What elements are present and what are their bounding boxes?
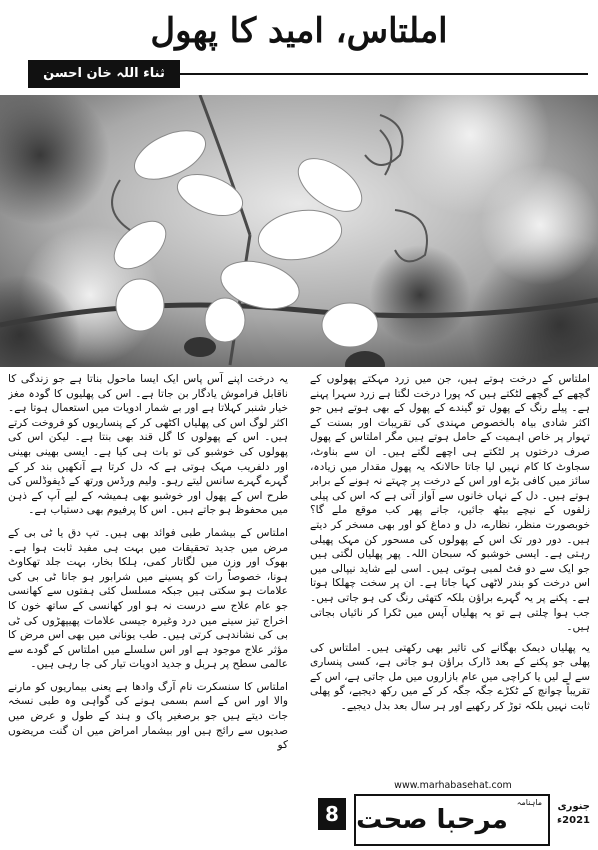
column-right: [310, 372, 590, 772]
paragraph: یہ درخت اپنے آس پاس ایک ایسا ماحول بناتا ہے جو زندگی کا ناقابل فراموش یادگار بن جاتا ہے۔ اس کی پھلیوں کا گودہ مغز خیار شنبر کہلاتا ہے اور بے شمار ادویات میں استعمال ہوتا ہے۔ اکثر لوگ اس کی پھلیاں اکٹھی کر کے پنساریوں کو فروخت کرتے ہیں۔ اس کے پھولوں کا گل قند بھی بنتا ہے۔ لیکن اس کی پھولوں کی خوشبو کی تو بات ہی کیا ہے۔ ایسی بھینی بھینی اور دلفریب مہک ہوتی ہے کہ دل کرتا ہے آنکھیں بند کر کے گہرے گہرے سانس لیتے رہو۔ ولیم ورڈس ورتھ کے ڈیفوڈلس کی طرح اس کے پھول اور خوشبو بھی ہمیشہ کے لیے آپ کے ذہن میں محفوظ ہو جاتے ہیں۔ اس کا پرفیوم بھی دستیاب ہے۔: [8, 373, 288, 517]
magazine-name: مرحبا صحت: [356, 805, 508, 835]
flower-photo-icon: [0, 95, 598, 367]
magazine-logo: [354, 794, 550, 846]
paragraph: املتاس کے درخت ہوتے ہیں، جن میں زرد مہکتے پھولوں کے گچھے کے گچھے لٹکتے ہیں کہ پورا درخت لگتا ہے زرد سہرا پہنے ہے۔ پیلے رنگ کے پھول تو گیندے کے پھول کے بھی ہوتے ہیں جو اکثر شادی بیاہ بالخصوص مہندی کی تقریبات اور بسنت کے تہوار پر خاص اہمیت کے حامل ہوتے ہیں مگر املتاس کے پھول صرف درختوں پر لٹکتے ہی اچھے لگتے ہیں۔ ان سے بناوٹ، سجاوٹ کا کام نہیں لیا جاتا حالانکہ یہ پھول مقدار میں زیادہ، سائز میں کافی بڑے اور اس کے درخت پر چہتے نہ ہونے کے برابر ہوتے ہیں۔ دل کے نہاں خانوں سے آواز آتی ہے کہ اس کی پیلی زلفوں کے نیچے بیٹھ جائیں، جانے پھر کب موقع ملے گا؟ خوبصورت منظر، نظارے، دل و دماغ کو اور بھی مسخر کر دیتے ہیں۔ دور دور تک اس کے پھولوں کی مسحور کن مہک پھیلی رہتی ہے۔ ایسی خوشبو کہ سبحان اللہ۔ پھر پھلیاں لگتی ہیں جو ایک سے دو فٹ لمبی ہوتی ہیں۔ اسی لیے شاید نیپالی میں اس درخت کو بندر لاٹھی کہا جاتا ہے۔ ان پر سخت چھلکا ہوتا ہے۔ پکنے پر یہ گہرے براؤن بلکہ کتھئی رنگ کی ہو جاتی ہیں۔ جب ہوا چلتی ہے تو یہ پھلیاں آپس میں ٹکرا کر نائیاں بجاتی ہیں۔: [310, 373, 590, 634]
article-columns: [8, 372, 590, 774]
magazine-label: ماہنامہ: [516, 798, 542, 807]
magazine-footer: [318, 780, 590, 846]
column-left: [8, 372, 288, 846]
article-title: املتاس، امید کا پھول: [150, 11, 448, 51]
page-number: 8: [318, 798, 346, 830]
website-url: www.marhabasehat.com: [394, 780, 512, 791]
author-byline: ثناء اللہ خان احسن: [43, 66, 165, 81]
paragraph: املتاس کے بیشمار طبی فوائد بھی ہیں۔ تپ دق یا ٹی بی کے مرض میں جدید تحقیقات میں بہت ہی مفید ثابت ہوا ہے۔ بھوک اور وزن میں لگاتار کمی، ہلکا بخار، بہت جلد تھکاوٹ ہونا، خصوصاً رات کو پسینے میں شرابور ہو جانا ٹی بی کی علامات ہو سکتی ہیں جبکہ مسلسل کئی ہفتوں سے کھانسی جو عام علاج سے درست نہ ہو اور کھانسی کے ساتھ خون کا اخراج تیز سینے میں درد وغیرہ جیسی علامات پھیپھڑوں کی ٹی بی کی نشاندہی کرتی ہیں۔ طب یونانی میں بھی اس مرض کا مؤثر علاج موجود ہے اور اس سلسلے میں املتاس کے گودے سے عالمی سطح پر ہربل و جدید ادویات تیار کی جا رہی ہیں۔: [8, 526, 288, 671]
title-rule: [180, 73, 588, 75]
issue-date: جنوری 2021ء: [557, 801, 590, 826]
paragraph: املتاس کا سنسکرت نام آرگ وادھا ہے یعنی بیماریوں کو مارنے والا اور اس کے اسم بسمی ہونے کی گواہی وہ طبی نسخہ جات دیتے ہیں جو برصغیر پاک و ہند کے طول و عرض میں صدیوں سے رائج ہیں اور بیشمار امراض میں ان گنت مریضوں کو: [8, 680, 288, 752]
paragraph: یہ پھلیاں دیمک بھگانے کی تاثیر بھی رکھتی ہیں۔ املتاس کی پھلی جو پکنے کے بعد ڈارک براؤن ہو جاتی ہے، کسی پنساری سے لے لیں یا کراچی میں عام بازاروں میں مل جاتی ہے، اس کے تقریباً چوانچ کے ٹکڑے جگہ جگہ کر کے میں رکھ دیجیے، گو پھلی ثابت نہیں بلکہ توڑ کر رکھیے اور ہر سال بعد بدل دیجیے۔: [310, 641, 590, 713]
